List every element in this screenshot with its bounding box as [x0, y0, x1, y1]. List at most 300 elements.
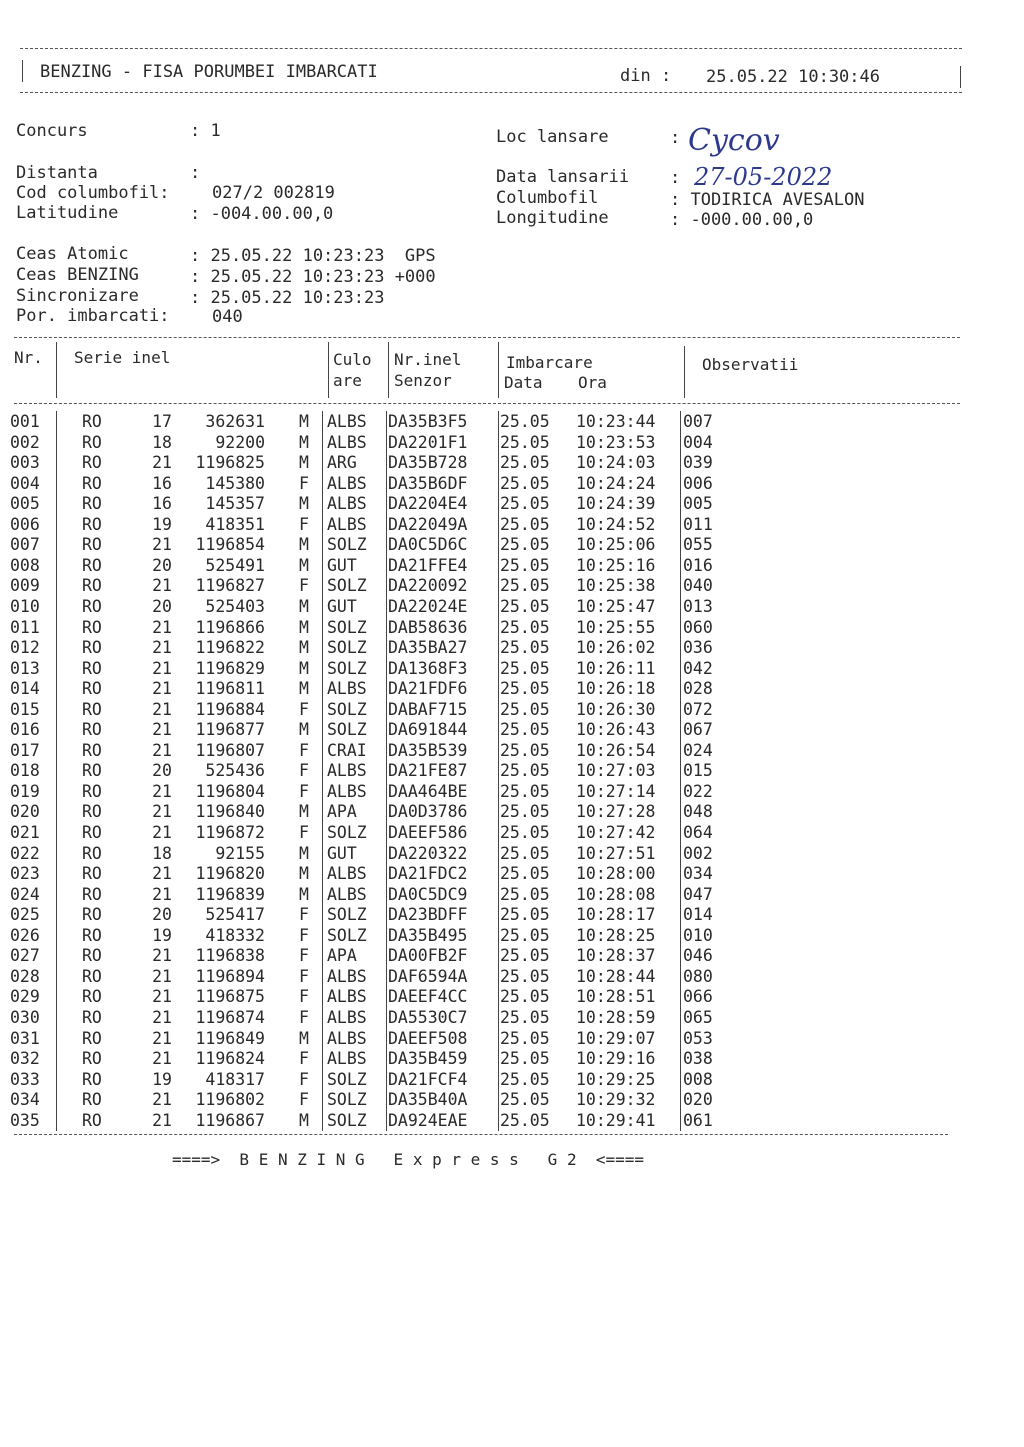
- row-column-divider: [680, 966, 681, 987]
- row-column-divider: [680, 555, 681, 576]
- table-row: [0, 1090, 1024, 1111]
- row-column-divider: [680, 740, 681, 761]
- row-color: ALBS: [327, 884, 367, 904]
- row-column-divider: [56, 1069, 57, 1090]
- row-ring-year: 21: [152, 740, 172, 760]
- row-column-divider: [322, 493, 323, 514]
- row-country: RO: [82, 740, 102, 760]
- row-observation: 064: [683, 823, 713, 842]
- row-column-divider: [322, 843, 323, 864]
- row-sex: M: [299, 720, 309, 740]
- row-column-divider: [56, 1007, 57, 1028]
- row-country: RO: [82, 535, 102, 555]
- row-sex: M: [299, 638, 309, 658]
- row-column-divider: [498, 534, 499, 555]
- header-right-bar: [960, 66, 961, 88]
- row-ring-year: 20: [152, 596, 172, 616]
- row-sex: M: [299, 1110, 309, 1130]
- row-date: 25.05: [500, 453, 550, 473]
- row-number: 025: [10, 905, 40, 925]
- row-date: 25.05: [500, 658, 550, 678]
- col-header-nrinel-1: Nr.inel: [394, 350, 462, 369]
- row-sensor-ring: DAA464BE: [388, 781, 468, 801]
- row-column-divider: [680, 986, 681, 1007]
- col-header-nr: Nr.: [14, 348, 43, 367]
- data-lansarii-colon: :: [670, 168, 681, 188]
- row-date: 25.05: [500, 679, 550, 699]
- row-country: RO: [82, 617, 102, 637]
- row-column-divider: [498, 575, 499, 596]
- row-sex: F: [299, 761, 309, 781]
- row-sex: M: [299, 884, 309, 904]
- row-column-divider: [498, 843, 499, 864]
- row-date: 25.05: [500, 1110, 550, 1130]
- row-time: 10:27:14: [576, 781, 656, 801]
- row-column-divider: [322, 801, 323, 822]
- row-column-divider: [498, 966, 499, 987]
- row-column-divider: [498, 884, 499, 905]
- data-lansarii-handwritten: 27-05-2022: [694, 163, 833, 191]
- row-column-divider: [680, 843, 681, 864]
- row-column-divider: [680, 617, 681, 638]
- row-column-divider: [322, 884, 323, 905]
- row-country: RO: [82, 966, 102, 986]
- row-ring-year: 19: [152, 925, 172, 945]
- row-observation: 048: [683, 802, 713, 822]
- row-date: 25.05: [500, 1069, 550, 1089]
- row-column-divider: [56, 452, 57, 473]
- col-header-data: Data: [504, 373, 543, 392]
- row-column-divider: [386, 719, 387, 740]
- row-time: 10:28:25: [576, 925, 656, 945]
- row-ring-number: 1196877: [195, 720, 265, 740]
- row-sex: M: [299, 432, 309, 452]
- row-number: 028: [10, 966, 40, 986]
- row-sensor-ring: DA35B6DF: [388, 473, 468, 493]
- row-date: 25.05: [500, 905, 550, 925]
- sincronizare-label: Sincronizare: [16, 286, 139, 306]
- row-column-divider: [680, 760, 681, 781]
- table-row: [0, 494, 1024, 515]
- row-column-divider: [680, 904, 681, 925]
- row-time: 10:28:37: [576, 946, 656, 966]
- col-header-imbarcare: Imbarcare: [506, 353, 593, 372]
- row-time: 10:28:08: [576, 884, 656, 904]
- row-time: 10:27:28: [576, 802, 656, 822]
- row-column-divider: [680, 1110, 681, 1131]
- row-column-divider: [680, 884, 681, 905]
- row-date: 25.05: [500, 1007, 550, 1027]
- row-ring-year: 21: [152, 1049, 172, 1069]
- row-column-divider: [56, 617, 57, 638]
- row-column-divider: [680, 452, 681, 473]
- row-sensor-ring: DAEEF4CC: [388, 987, 468, 1007]
- row-color: APA: [327, 946, 357, 966]
- row-observation: 015: [683, 761, 713, 781]
- row-column-divider: [56, 555, 57, 576]
- row-sensor-ring: DA35B40A: [388, 1090, 468, 1110]
- row-number: 002: [10, 432, 40, 452]
- row-column-divider: [386, 1110, 387, 1131]
- row-time: 10:25:47: [576, 596, 656, 616]
- table-row: [0, 1008, 1024, 1029]
- header-date-label: din :: [620, 66, 672, 86]
- row-observation: 016: [683, 555, 713, 575]
- row-number: 034: [10, 1090, 40, 1110]
- row-column-divider: [498, 986, 499, 1007]
- row-country: RO: [82, 1028, 102, 1048]
- row-ring-number: 1196867: [195, 1110, 265, 1130]
- row-ring-year: 21: [152, 679, 172, 699]
- table-row: [0, 905, 1024, 926]
- row-sensor-ring: DA691844: [388, 720, 468, 740]
- ceas-atomic-label: Ceas Atomic: [16, 244, 129, 264]
- row-observation: 028: [683, 679, 713, 699]
- row-number: 030: [10, 1007, 40, 1027]
- row-time: 10:28:59: [576, 1007, 656, 1027]
- row-date: 25.05: [500, 638, 550, 658]
- row-column-divider: [498, 740, 499, 761]
- row-sensor-ring: DA2201F1: [388, 432, 468, 452]
- row-observation: 008: [683, 1069, 713, 1089]
- row-number: 009: [10, 576, 40, 596]
- row-column-divider: [498, 863, 499, 884]
- table-row: [0, 1111, 1024, 1132]
- row-number: 031: [10, 1028, 40, 1048]
- table-row: [0, 576, 1024, 597]
- row-color: SOLZ: [327, 576, 367, 596]
- row-column-divider: [498, 822, 499, 843]
- row-ring-year: 17: [152, 412, 172, 431]
- row-column-divider: [386, 904, 387, 925]
- row-date: 25.05: [500, 864, 550, 884]
- row-column-divider: [680, 493, 681, 514]
- row-country: RO: [82, 514, 102, 534]
- row-ring-year: 21: [152, 946, 172, 966]
- row-column-divider: [56, 945, 57, 966]
- loc-lansare-handwritten: Cycov: [688, 123, 780, 158]
- ceas-atomic-value: : 25.05.22 10:23:23 GPS: [190, 246, 436, 266]
- row-ring-year: 21: [152, 1007, 172, 1027]
- row-date: 25.05: [500, 1049, 550, 1069]
- row-date: 25.05: [500, 473, 550, 493]
- row-column-divider: [56, 863, 57, 884]
- row-observation: 060: [683, 617, 713, 637]
- header-date-value: 25.05.22 10:30:46: [706, 67, 880, 87]
- row-ring-number: 1196824: [195, 1049, 265, 1069]
- row-column-divider: [386, 699, 387, 720]
- row-sensor-ring: DA35B495: [388, 925, 468, 945]
- row-observation: 004: [683, 432, 713, 452]
- row-country: RO: [82, 679, 102, 699]
- row-sensor-ring: DA0C5D6C: [388, 535, 468, 555]
- row-column-divider: [56, 1110, 57, 1131]
- row-time: 10:26:30: [576, 699, 656, 719]
- row-sensor-ring: DA22024E: [388, 596, 468, 616]
- row-color: ALBS: [327, 412, 367, 431]
- row-ring-number: 1196874: [195, 1007, 265, 1027]
- row-column-divider: [386, 411, 387, 432]
- row-sex: M: [299, 453, 309, 473]
- row-column-divider: [322, 575, 323, 596]
- row-column-divider: [680, 411, 681, 432]
- row-sex: M: [299, 843, 309, 863]
- row-observation: 020: [683, 1090, 713, 1110]
- row-column-divider: [498, 1048, 499, 1069]
- row-color: SOLZ: [327, 535, 367, 555]
- row-observation: 040: [683, 576, 713, 596]
- row-column-divider: [680, 575, 681, 596]
- row-column-divider: [386, 1048, 387, 1069]
- row-time: 10:27:03: [576, 761, 656, 781]
- table-row: [0, 515, 1024, 536]
- row-time: 10:24:52: [576, 514, 656, 534]
- row-sensor-ring: DA35B3F5: [388, 412, 468, 431]
- row-column-divider: [322, 637, 323, 658]
- por-imbarcati-label: Por. imbarcati:: [16, 306, 170, 326]
- row-observation: 067: [683, 720, 713, 740]
- table-row: [0, 1070, 1024, 1091]
- row-column-divider: [498, 514, 499, 535]
- row-ring-number: 1196854: [195, 535, 265, 555]
- row-sex: F: [299, 925, 309, 945]
- row-ring-year: 21: [152, 802, 172, 822]
- row-time: 10:28:00: [576, 864, 656, 884]
- row-color: SOLZ: [327, 1069, 367, 1089]
- row-column-divider: [386, 843, 387, 864]
- row-column-divider: [322, 699, 323, 720]
- table-row: [0, 987, 1024, 1008]
- por-imbarcati-value: 040: [212, 307, 243, 327]
- row-column-divider: [680, 1007, 681, 1028]
- row-ring-number: 92200: [215, 432, 265, 452]
- row-column-divider: [386, 514, 387, 535]
- row-observation: 011: [683, 514, 713, 534]
- row-column-divider: [322, 740, 323, 761]
- row-color: ALBS: [327, 494, 367, 514]
- row-time: 10:29:16: [576, 1049, 656, 1069]
- row-number: 013: [10, 658, 40, 678]
- row-column-divider: [386, 637, 387, 658]
- row-number: 004: [10, 473, 40, 493]
- row-column-divider: [56, 493, 57, 514]
- row-column-divider: [498, 678, 499, 699]
- row-number: 012: [10, 638, 40, 658]
- row-ring-year: 21: [152, 781, 172, 801]
- row-column-divider: [386, 432, 387, 453]
- column-divider-4: [498, 342, 499, 398]
- table-row: [0, 864, 1024, 885]
- row-color: ALBS: [327, 781, 367, 801]
- row-ring-year: 21: [152, 453, 172, 473]
- row-number: 026: [10, 925, 40, 945]
- row-time: 10:28:44: [576, 966, 656, 986]
- ceas-benzing-value: : 25.05.22 10:23:23 +000: [190, 267, 436, 287]
- cod-columbofil-value: 027/2 002819: [212, 183, 335, 203]
- row-ring-number: 1196839: [195, 884, 265, 904]
- row-color: SOLZ: [327, 699, 367, 719]
- row-ring-number: 1196884: [195, 699, 265, 719]
- table-row: [0, 844, 1024, 865]
- table-row: [0, 885, 1024, 906]
- loc-lansare-label: Loc lansare: [496, 127, 609, 147]
- row-column-divider: [386, 966, 387, 987]
- row-color: SOLZ: [327, 925, 367, 945]
- row-column-divider: [498, 596, 499, 617]
- row-ring-number: 525403: [205, 596, 265, 616]
- cod-columbofil-label: Cod columbofil:: [16, 183, 170, 203]
- row-color: SOLZ: [327, 1090, 367, 1110]
- row-country: RO: [82, 699, 102, 719]
- row-country: RO: [82, 946, 102, 966]
- row-date: 25.05: [500, 576, 550, 596]
- table-row: [0, 535, 1024, 556]
- row-column-divider: [56, 699, 57, 720]
- row-ring-year: 20: [152, 555, 172, 575]
- row-column-divider: [498, 555, 499, 576]
- row-column-divider: [56, 781, 57, 802]
- row-time: 10:24:24: [576, 473, 656, 493]
- row-ring-number: 1196894: [195, 966, 265, 986]
- row-number: 016: [10, 720, 40, 740]
- row-sex: M: [299, 412, 309, 431]
- row-column-divider: [680, 658, 681, 679]
- row-sex: F: [299, 905, 309, 925]
- table-row: [0, 474, 1024, 495]
- row-time: 10:26:54: [576, 740, 656, 760]
- table-row: [0, 597, 1024, 618]
- row-color: APA: [327, 802, 357, 822]
- row-time: 10:26:18: [576, 679, 656, 699]
- header-bottom-rule: [20, 92, 962, 93]
- document-title: BENZING - FISA PORUMBEI IMBARCATI: [40, 62, 378, 82]
- row-column-divider: [680, 678, 681, 699]
- row-observation: 066: [683, 987, 713, 1007]
- table-row: [0, 618, 1024, 639]
- row-ring-year: 21: [152, 638, 172, 658]
- row-column-divider: [56, 1089, 57, 1110]
- row-number: 033: [10, 1069, 40, 1089]
- row-observation: 005: [683, 494, 713, 514]
- row-column-divider: [56, 884, 57, 905]
- row-column-divider: [56, 411, 57, 432]
- row-time: 10:24:39: [576, 494, 656, 514]
- row-number: 018: [10, 761, 40, 781]
- distanta-value: :: [190, 163, 201, 183]
- row-number: 015: [10, 699, 40, 719]
- row-observation: 006: [683, 473, 713, 493]
- row-ring-year: 18: [152, 843, 172, 863]
- row-date: 25.05: [500, 1028, 550, 1048]
- table-header-bottom-rule: [14, 403, 960, 404]
- row-sensor-ring: DA924EAE: [388, 1110, 468, 1130]
- row-color: ALBS: [327, 514, 367, 534]
- row-column-divider: [680, 432, 681, 453]
- col-header-observatii: Observatii: [702, 355, 799, 374]
- header-left-bar: [22, 60, 23, 82]
- longitudine-value: : -000.00.00,0: [670, 210, 814, 230]
- row-color: SOLZ: [327, 720, 367, 740]
- row-ring-number: 1196838: [195, 946, 265, 966]
- row-date: 25.05: [500, 494, 550, 514]
- row-column-divider: [322, 1028, 323, 1049]
- row-column-divider: [680, 781, 681, 802]
- row-column-divider: [386, 1007, 387, 1028]
- row-column-divider: [56, 596, 57, 617]
- row-column-divider: [680, 596, 681, 617]
- row-country: RO: [82, 555, 102, 575]
- row-time: 10:25:38: [576, 576, 656, 596]
- row-time: 10:25:06: [576, 535, 656, 555]
- row-column-divider: [56, 966, 57, 987]
- col-header-culoare-2: are: [333, 371, 362, 390]
- row-date: 25.05: [500, 432, 550, 452]
- row-time: 10:28:17: [576, 905, 656, 925]
- row-column-divider: [386, 473, 387, 494]
- table-row: [0, 926, 1024, 947]
- row-sensor-ring: DA0D3786: [388, 802, 468, 822]
- row-ring-year: 21: [152, 576, 172, 596]
- row-date: 25.05: [500, 617, 550, 637]
- row-number: 021: [10, 823, 40, 842]
- row-column-divider: [322, 617, 323, 638]
- row-column-divider: [386, 678, 387, 699]
- row-observation: 061: [683, 1110, 713, 1130]
- row-sex: F: [299, 1090, 309, 1110]
- row-date: 25.05: [500, 802, 550, 822]
- row-column-divider: [386, 534, 387, 555]
- row-column-divider: [56, 658, 57, 679]
- row-ring-number: 1196822: [195, 638, 265, 658]
- column-divider-5: [684, 346, 685, 398]
- row-column-divider: [322, 1089, 323, 1110]
- row-color: GUT: [327, 596, 357, 616]
- row-sex: M: [299, 1028, 309, 1048]
- table-row: [0, 1029, 1024, 1050]
- row-sensor-ring: DA35BA27: [388, 638, 468, 658]
- row-ring-number: 1196804: [195, 781, 265, 801]
- header-top-rule: [20, 48, 962, 49]
- row-column-divider: [56, 1048, 57, 1069]
- row-number: 011: [10, 617, 40, 637]
- row-column-divider: [498, 617, 499, 638]
- row-ring-number: 1196849: [195, 1028, 265, 1048]
- table-row: [0, 946, 1024, 967]
- row-date: 25.05: [500, 761, 550, 781]
- row-column-divider: [386, 1069, 387, 1090]
- row-time: 10:26:43: [576, 720, 656, 740]
- row-column-divider: [386, 740, 387, 761]
- row-country: RO: [82, 905, 102, 925]
- row-column-divider: [498, 1028, 499, 1049]
- row-sensor-ring: DA21FDF6: [388, 679, 468, 699]
- row-time: 10:29:41: [576, 1110, 656, 1130]
- row-sensor-ring: DA23BDFF: [388, 905, 468, 925]
- table-row: [0, 679, 1024, 700]
- row-time: 10:25:55: [576, 617, 656, 637]
- row-country: RO: [82, 1049, 102, 1069]
- row-color: ALBS: [327, 761, 367, 781]
- row-country: RO: [82, 432, 102, 452]
- row-sex: F: [299, 514, 309, 534]
- latitudine-label: Latitudine: [16, 203, 119, 223]
- row-column-divider: [386, 986, 387, 1007]
- row-time: 10:23:53: [576, 432, 656, 452]
- row-date: 25.05: [500, 1090, 550, 1110]
- row-sex: F: [299, 966, 309, 986]
- row-column-divider: [680, 1089, 681, 1110]
- row-sensor-ring: DA1368F3: [388, 658, 468, 678]
